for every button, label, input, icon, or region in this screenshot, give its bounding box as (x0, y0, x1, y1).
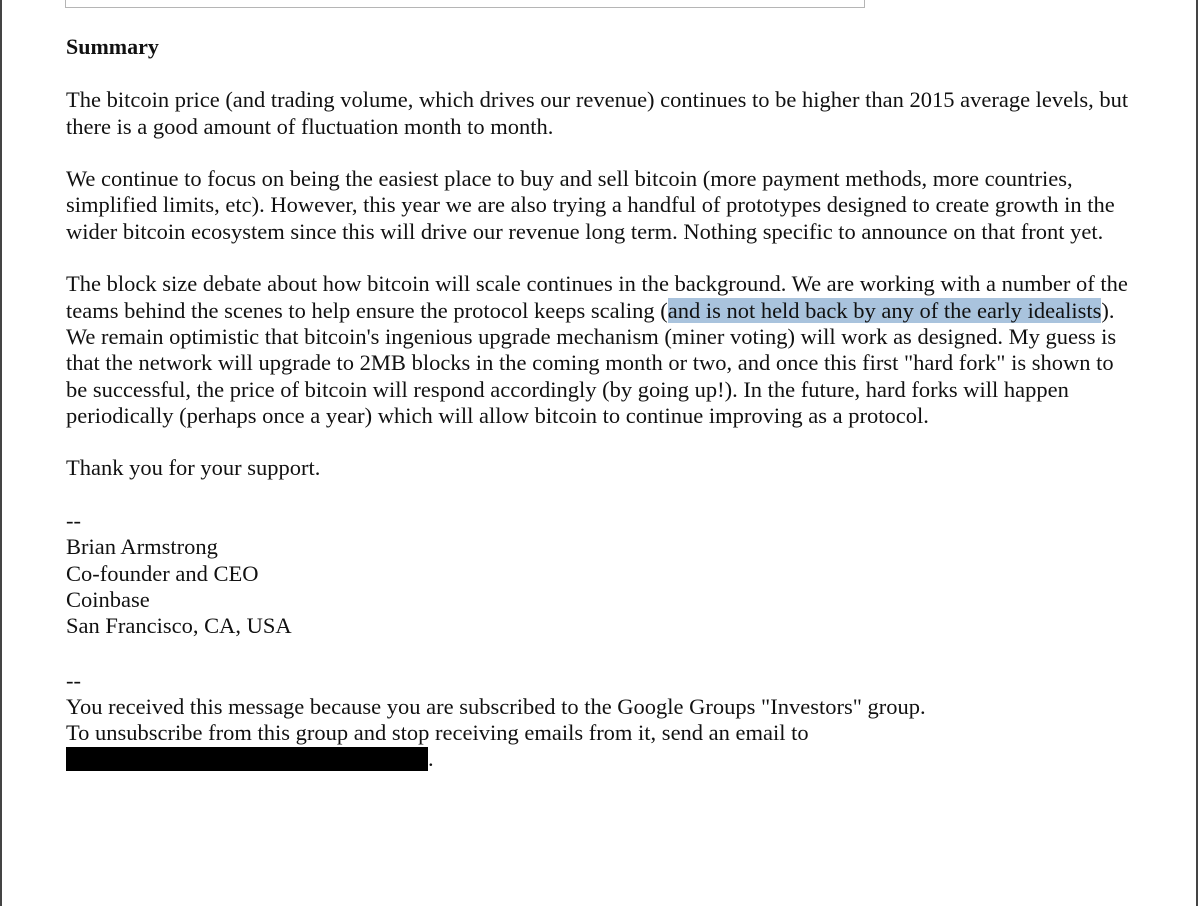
footer-separator: -- (66, 667, 81, 693)
trailing-period: . (428, 746, 434, 772)
block-size-text-start: The block size debate about how bitcoin will scale continues in the background. We are working with a number of the teams behind the scenes to help ensure the protocol keeps scaling ( (66, 271, 1128, 323)
signature-block (66, 508, 1136, 639)
email-body (66, 34, 1136, 773)
signature-location: San Francisco, CA, USA (66, 613, 292, 639)
signature-name: Brian Armstrong (66, 534, 218, 560)
paragraph-block-size (66, 271, 1136, 429)
summary-heading: Summary (66, 34, 159, 59)
signature-company: Coinbase (66, 586, 150, 612)
paragraph-focus: We continue to focus on being the easiest place to buy and sell bitcoin (more payment methods, more countries, simplified limits, etc). However, this year we are also trying a handful of prototypes designed to create growth in the wider bitcoin ecosystem since this will drive our revenue long term. Nothing specific to announce on that front yet. (66, 166, 1115, 244)
mailing-list-footer (66, 668, 1136, 773)
footer-unsubscribe-notice: To unsubscribe from this group and stop receiving emails from it, send an email to (66, 720, 809, 746)
quoted-content-box (65, 0, 865, 8)
block-size-text-end: ). We remain optimistic that bitcoin's ingenious upgrade mechanism (miner voting) will work as designed. My guess is that the network will upgrade to 2MB blocks in the coming month or two, and once this first "hard fork" is shown to be successful, the price of bitcoin will respond accordingly (by going up!). In the future, hard forks will happen periodically (perhaps once a year) which will allow bitcoin to continue improving as a protocol. (66, 297, 1117, 428)
thanks-line: Thank you for your support. (66, 455, 321, 481)
footer-subscription-notice: You received this message because you are subscribed to the Google Groups "Investors" group. (66, 693, 926, 719)
signature-title: Co-founder and CEO (66, 560, 259, 586)
paragraph-price: The bitcoin price (and trading volume, which drives our revenue) continues to be higher than 2015 average levels, but there is a good amount of fluctuation month to month. (66, 87, 1129, 139)
redacted-email-line (66, 746, 1136, 772)
highlighted-selection[interactable]: and is not held back by any of the early idealists (667, 297, 1102, 323)
redacted-email-address (66, 747, 428, 771)
signature-separator: -- (66, 508, 81, 534)
